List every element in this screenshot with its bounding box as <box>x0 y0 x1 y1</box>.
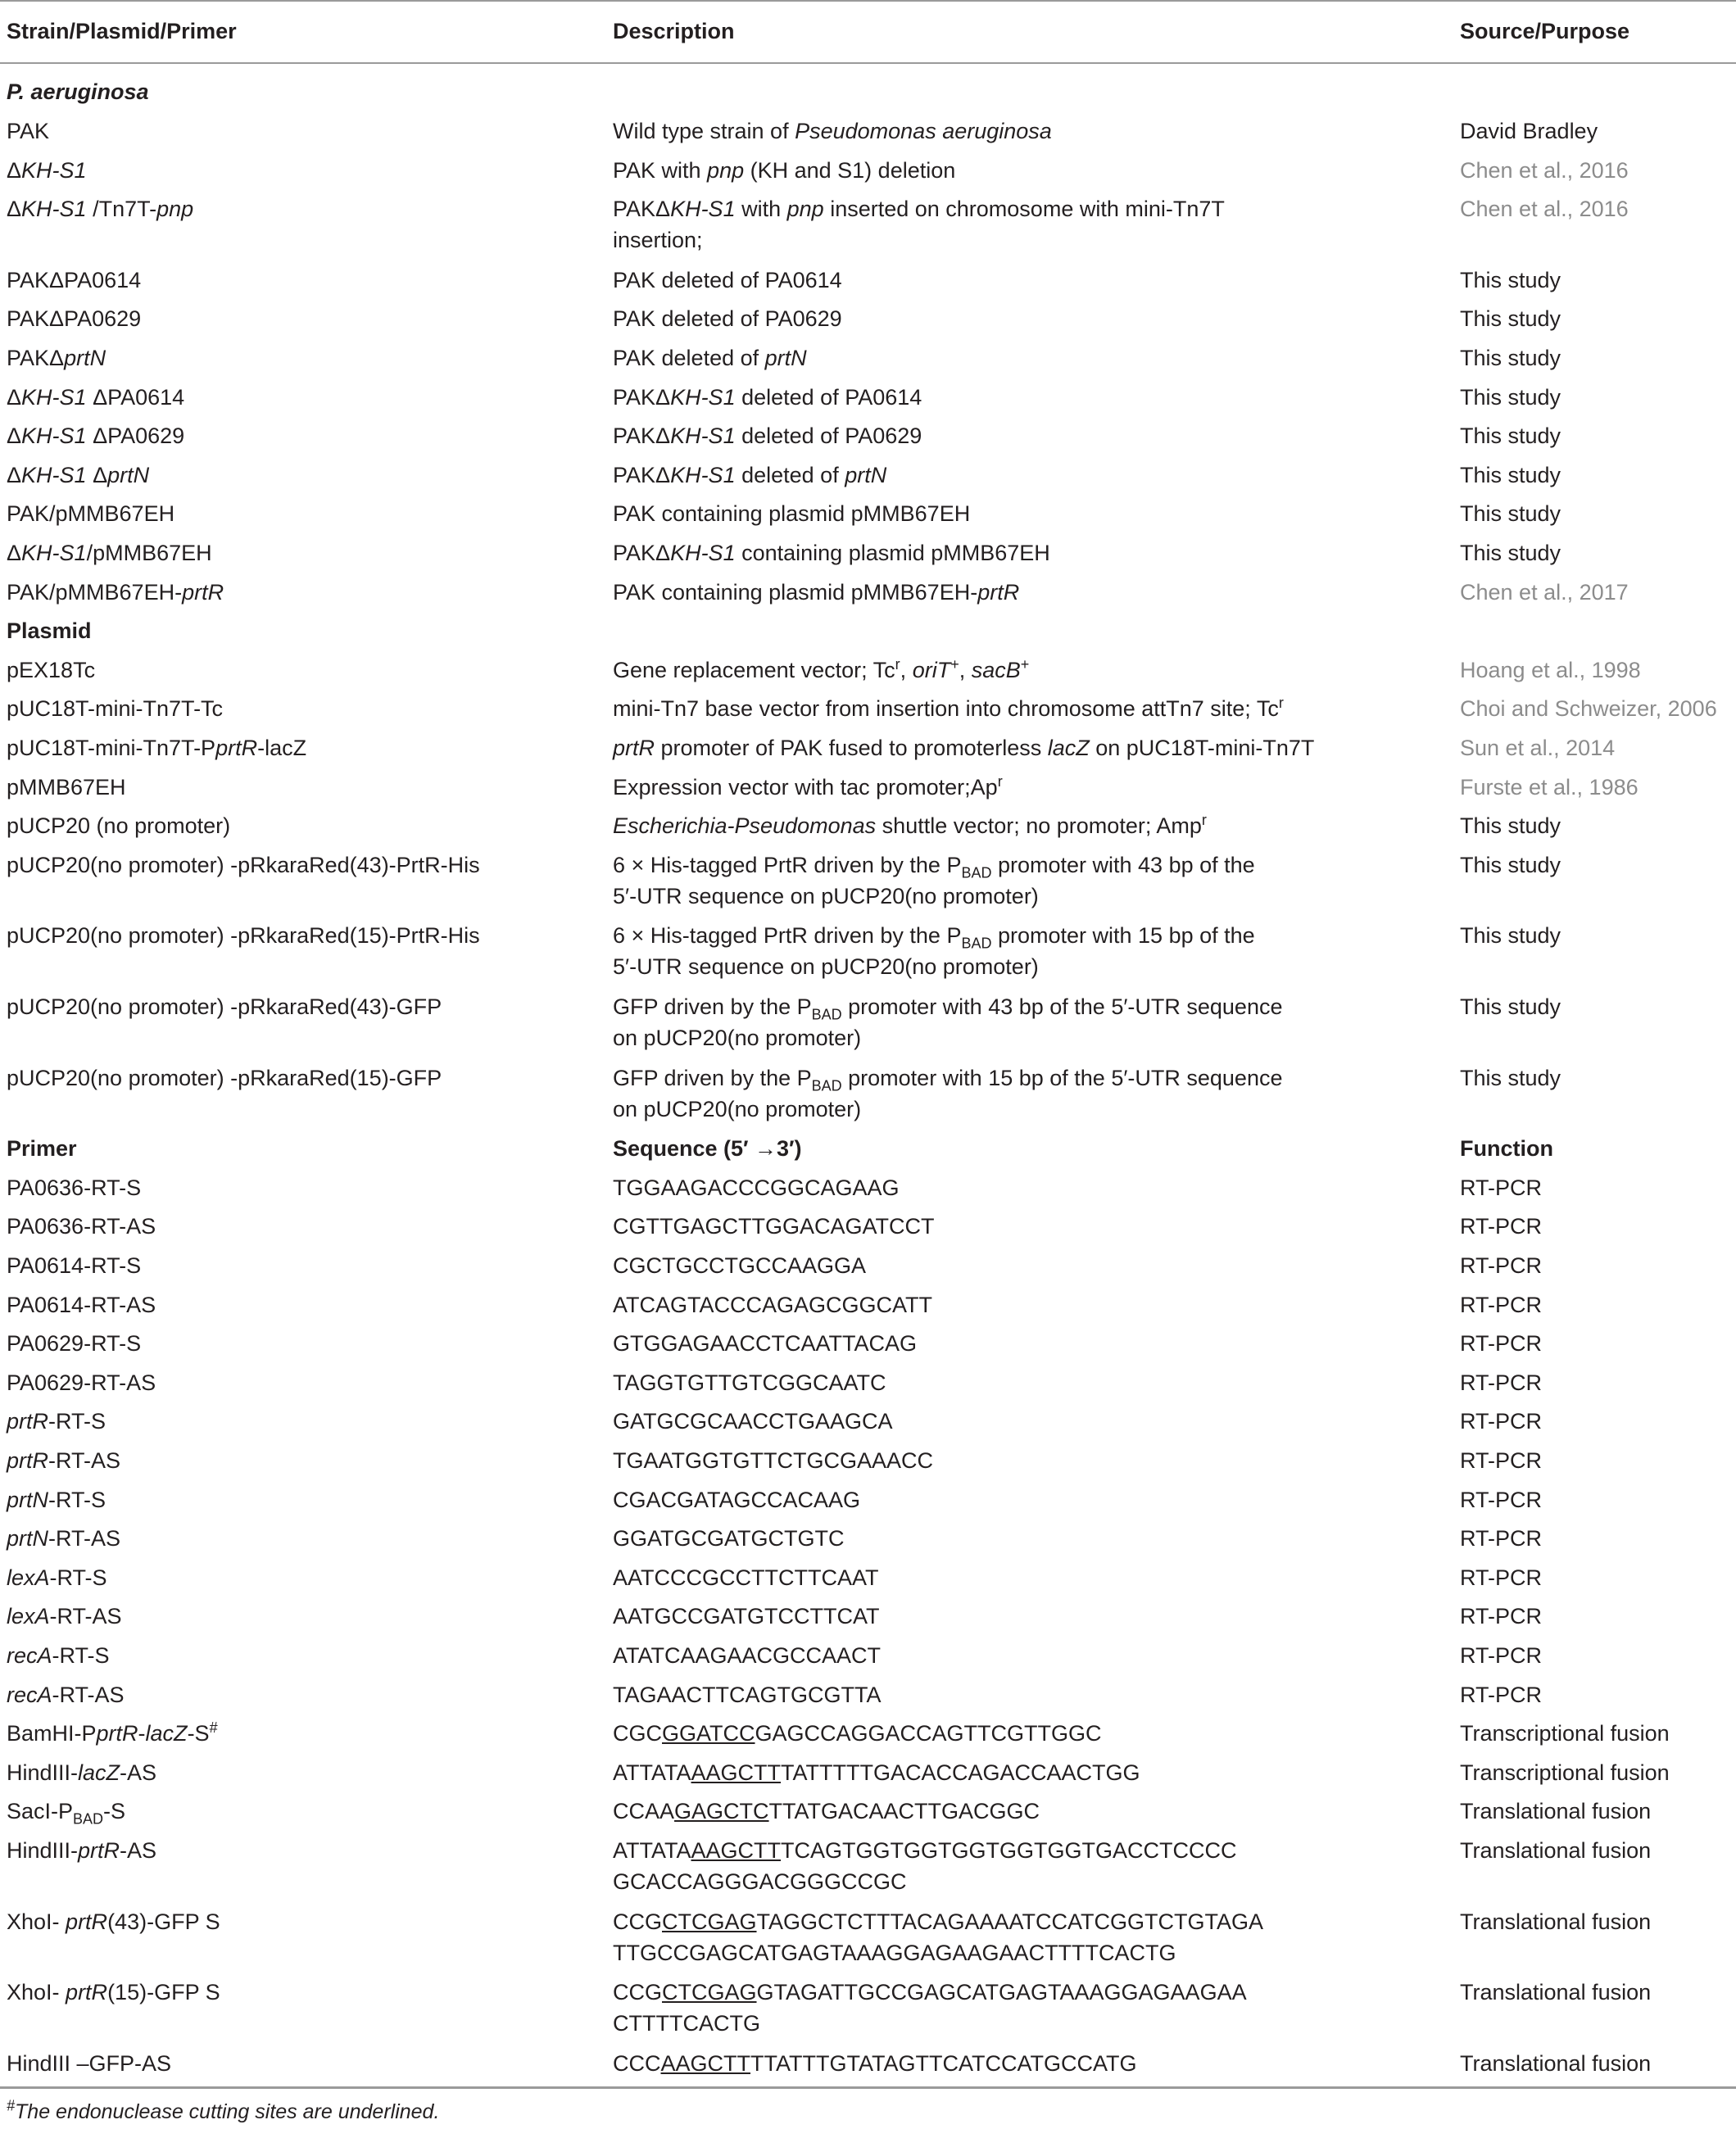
row-name: recA-RT-AS <box>7 1682 125 1707</box>
row-name: PAK <box>7 119 50 143</box>
row-description: PAK deleted of prtN <box>613 346 807 370</box>
row-name: pMMB67EH <box>7 774 126 800</box>
row-description: PAKΔKH-S1 deleted of PA0614 <box>613 384 922 410</box>
header-source-purpose: Source/Purpose <box>1460 19 1630 43</box>
row-description: PAKΔKH-S1 deleted of PA0629 <box>613 424 922 449</box>
row-name: pUCP20(no promoter) -pRkaraRed(43)-PrtR-His <box>7 852 480 877</box>
row-description: ATCAGTACCCAGAGCGGCATT <box>613 1292 933 1317</box>
row-source: RT-PCR <box>1460 1526 1543 1551</box>
section-plasmids: Plasmid <box>7 618 92 644</box>
row-description: PAK deleted of PA0614 <box>613 267 842 292</box>
row-description: ATTATAAAGCTTTCAGTGGTGGTGGTGGTGGTGACCTCCCC GCACCAGGGACGGGCCGC <box>613 1838 1237 1894</box>
row-source: This study <box>1460 852 1561 877</box>
row-source: This study <box>1460 541 1561 565</box>
row-description: TGGAAGACCCGGCAGAAG <box>613 1175 900 1200</box>
row-name: pUCP20(no promoter) -pRkaraRed(43)-GFP <box>7 994 442 1019</box>
row-description: 6 × His-tagged PrtR driven by the $P_{BAD}$ promoter with 43 bp of the 5′-UTR sequence on pUCP20(no promoter) <box>613 852 1255 908</box>
row-source: This study <box>1460 1065 1561 1090</box>
row-description: Wild type strain of Pseudomonas aeruginosa <box>613 119 1052 143</box>
row-source: This study <box>1460 384 1561 410</box>
row-source: This study <box>1460 462 1561 487</box>
row-source: RT-PCR <box>1460 1448 1543 1473</box>
row-name: lexA-RT-S <box>7 1565 107 1590</box>
row-description: TGAATGGTGTTCTGCGAAACC <box>613 1448 933 1473</box>
row-name: prtN-RT-S <box>7 1487 107 1512</box>
row-description: PAK with pnp (KH and S1) deletion <box>613 157 956 183</box>
table-bottom-rule <box>0 2086 1736 2089</box>
row-description: CCAAGAGCTCTTATGACAACTTGACGGC <box>613 1799 1040 1824</box>
header-strain-plasmid-primer: Strain/Plasmid/Primer <box>7 19 237 43</box>
row-source: RT-PCR <box>1460 1370 1543 1395</box>
row-name: pEX18Tc <box>7 657 96 682</box>
row-description: mini-Tn7 base vector from insertion into chromosome attTn7 site; Tc$^r$ <box>613 695 1284 722</box>
row-source: RT-PCR <box>1460 1175 1543 1200</box>
row-name: pUC18T-mini-Tn7T-Tc <box>7 696 224 722</box>
row-description: PAK deleted of PA0629 <box>613 306 842 332</box>
row-source: This study <box>1460 346 1561 370</box>
row-name: ΔKH-S1 <box>7 157 87 183</box>
row-description: CGACGATAGCCACAAG <box>613 1487 861 1512</box>
row-name: ΔKH-S1 ΔPA0614 <box>7 384 185 410</box>
row-source-link: Furste et al., 1986 <box>1460 774 1639 800</box>
row-description: PAK containing plasmid pMMB67EH-prtR <box>613 579 1020 605</box>
row-description: AATGCCGATGTCCTTCAT <box>613 1604 880 1629</box>
row-name: XhoI- prtR(15)-GFP S <box>7 1980 220 2005</box>
row-source: Translational fusion <box>1460 1909 1652 1934</box>
row-name: pUCP20 (no promoter) <box>7 813 231 839</box>
row-source: Translational fusion <box>1460 2050 1652 2076</box>
header-rule <box>0 62 1736 64</box>
row-description: CCGCTCGAGTAGGCTCTTTACAGAAAATCCATCGGTCTGTAGA TTGCCGAGCATGAGTAAAGGAGAAGAACTTTTCACTG <box>613 1909 1264 1965</box>
row-name: recA-RT-S <box>7 1643 110 1668</box>
row-source-link: Chen et al., 2017 <box>1460 579 1629 605</box>
row-source: RT-PCR <box>1460 1487 1543 1512</box>
row-source: This study <box>1460 267 1561 292</box>
header-description: Description <box>613 19 735 43</box>
row-name: pUCP20(no promoter) -pRkaraRed(15)-GFP <box>7 1065 442 1090</box>
row-name: PAKΔPA0614 <box>7 267 142 292</box>
row-name: ΔKH-S1/pMMB67EH <box>7 541 212 565</box>
row-description: PAKΔKH-S1 with pnp inserted on chromosome with mini-Tn7T insertion; <box>613 197 1225 253</box>
row-source: This study <box>1460 306 1561 332</box>
row-name: ΔKH-S1 ΔPA0629 <box>7 424 185 449</box>
row-description: ATATCAAGAACGCCAACT <box>613 1643 882 1668</box>
row-description: AATCCCGCCTTCTTCAAT <box>613 1565 879 1590</box>
row-name: PA0629-RT-AS <box>7 1370 156 1395</box>
row-name: PA0636-RT-AS <box>7 1214 156 1239</box>
row-name: HindIII –GFP-AS <box>7 2050 172 2076</box>
row-source: Transcriptional fusion <box>1460 1721 1670 1746</box>
row-name: XhoI- prtR(43)-GFP S <box>7 1909 220 1934</box>
row-name: HindIII-lacZ-AS <box>7 1760 157 1785</box>
row-source-link: Choi and Schweizer, 2006 <box>1460 696 1717 722</box>
row-name: prtN-RT-AS <box>7 1526 121 1551</box>
row-source: This study <box>1460 501 1561 527</box>
row-name: PAKΔprtN <box>7 346 107 370</box>
row-description: PAKΔKH-S1 containing plasmid pMMB67EH <box>613 541 1050 565</box>
row-description: GTGGAGAACCTCAATTACAG <box>613 1331 918 1357</box>
row-description: CGCGGATCCGAGCCAGGACCAGTTCGTTGGC <box>613 1721 1102 1746</box>
row-name: PAKΔPA0629 <box>7 306 142 332</box>
row-source: This study <box>1460 813 1561 839</box>
row-source: RT-PCR <box>1460 1253 1543 1278</box>
row-source: RT-PCR <box>1460 1331 1543 1357</box>
row-name: PA0629-RT-S <box>7 1331 142 1357</box>
row-source: RT-PCR <box>1460 1292 1543 1317</box>
row-description: Gene replacement vector; Tc$^r$, oriT+, sacB+ <box>613 655 1030 682</box>
row-name: pUCP20(no promoter) -pRkaraRed(15)-PrtR-His <box>7 923 480 949</box>
row-description: Escherichia-Pseudomonas shuttle vector; no promoter; Amp$^r$ <box>613 812 1207 839</box>
row-description: CGTTGAGCTTGGACAGATCCT <box>613 1214 935 1239</box>
row-description: CCCAAGCTTTTATTTGTATAGTTCATCCATGCCATG <box>613 2050 1137 2076</box>
row-name: PA0636-RT-S <box>7 1175 142 1200</box>
row-source: Transcriptional fusion <box>1460 1760 1670 1785</box>
row-description: PAK containing plasmid pMMB67EH <box>613 501 971 527</box>
row-source: RT-PCR <box>1460 1643 1543 1668</box>
row-description: TAGGTGTTGTCGGCAATC <box>613 1370 886 1395</box>
row-source-link: Hoang et al., 1998 <box>1460 657 1641 682</box>
row-source: RT-PCR <box>1460 1565 1543 1590</box>
row-source-link: Sun et al., 2014 <box>1460 736 1616 760</box>
row-name: pUC18T-mini-Tn7T-PprtR-lacZ <box>7 736 307 760</box>
row-name: prtR-RT-AS <box>7 1448 121 1473</box>
row-description: CGCTGCCTGCCAAGGA <box>613 1253 867 1278</box>
row-description: GGATGCGATGCTGTC <box>613 1526 845 1551</box>
row-name: PA0614-RT-S <box>7 1253 142 1278</box>
row-description: Expression vector with tac promoter;Ap$^r$ <box>613 772 1003 800</box>
row-description: CCGCTCGAGGTAGATTGCCGAGCATGAGTAAAGGAGAAGAA CTTTTCACTG <box>613 1980 1247 2036</box>
section-primers-col2: Sequence (5′ →3′) <box>613 1136 802 1162</box>
row-description: TAGAACTTCAGTGCGTTA <box>613 1682 882 1707</box>
row-description: GATGCGCAACCTGAAGCA <box>613 1409 893 1434</box>
row-description: 6 × His-tagged PrtR driven by the $P_{BAD}$ promoter with 15 bp of the 5′-UTR sequence on pUCP20(no promoter) <box>613 923 1255 980</box>
table-footnote: #The endonuclease cutting sites are underlined. <box>7 2097 440 2123</box>
row-source: RT-PCR <box>1460 1682 1543 1707</box>
row-description: PAKΔKH-S1 deleted of prtN <box>613 462 887 487</box>
row-description: ATTATAAAGCTTTATTTTTGACACCAGACCAACTGG <box>613 1760 1140 1785</box>
row-description: GFP driven by the $P_{BAD}$ promoter with 43 bp of the 5′-UTR sequence on pUCP20(no promoter) <box>613 994 1283 1050</box>
row-name: prtR-RT-S <box>7 1409 107 1434</box>
row-source-link: Chen et al., 2016 <box>1460 157 1629 183</box>
row-source: David Bradley <box>1460 119 1598 143</box>
row-source: Translational fusion <box>1460 1980 1652 2005</box>
row-name: PA0614-RT-AS <box>7 1292 156 1317</box>
row-name: PAK/pMMB67EH <box>7 501 175 527</box>
row-source-link: Chen et al., 2016 <box>1460 197 1629 222</box>
row-name: BamHI-PprtR-lacZ-S# <box>7 1719 218 1746</box>
row-description: GFP driven by the $P_{BAD}$ promoter with 15 bp of the 5′-UTR sequence on pUCP20(no promoter) <box>613 1065 1283 1121</box>
row-source: RT-PCR <box>1460 1214 1543 1239</box>
section-primers-col1: Primer <box>7 1136 77 1162</box>
row-source: Translational fusion <box>1460 1838 1652 1863</box>
row-name: PAK/pMMB67EH-prtR <box>7 579 224 605</box>
row-source: RT-PCR <box>1460 1604 1543 1629</box>
row-name: ΔKH-S1 /Tn7T-pnp <box>7 197 194 222</box>
section-p-aeruginosa: P. aeruginosa <box>7 79 149 104</box>
row-name: ΔKH-S1 ΔprtN <box>7 462 150 487</box>
row-source: This study <box>1460 424 1561 449</box>
row-source: Translational fusion <box>1460 1799 1652 1824</box>
row-source: This study <box>1460 923 1561 949</box>
table-top-rule <box>0 0 1736 2</box>
row-name: SacI-$P_{BAD}-S$ <box>7 1799 126 1828</box>
row-source: RT-PCR <box>1460 1409 1543 1434</box>
row-name: lexA-RT-AS <box>7 1604 122 1629</box>
row-description: prtR promoter of PAK fused to promoterless lacZ on pUC18T-mini-Tn7T <box>613 736 1315 760</box>
row-source: This study <box>1460 994 1561 1019</box>
section-primers-col3: Function <box>1460 1136 1553 1162</box>
row-name: HindIII-prtR-AS <box>7 1838 157 1863</box>
